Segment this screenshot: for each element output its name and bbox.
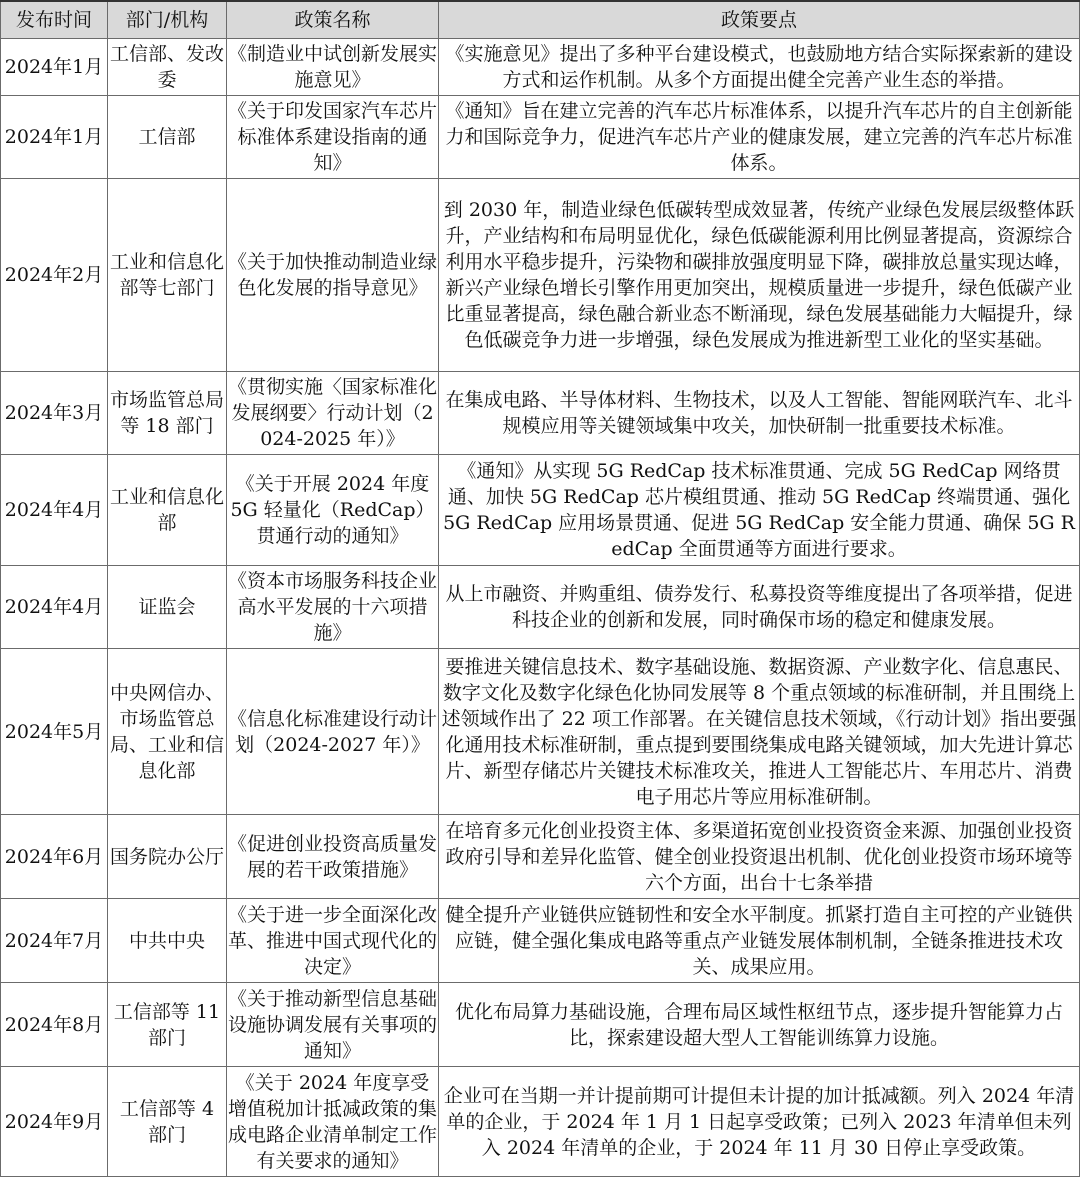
cell-policy-name: 《关于进一步全面深化改革、推进中国式现代化的决定》 — [227, 899, 439, 983]
cell-date: 2024年1月 — [1, 96, 108, 179]
cell-department: 证监会 — [108, 566, 227, 649]
cell-policy-points: 在集成电路、半导体材料、生物技术，以及人工智能、智能网联汽车、北斗规模应用等关键领域集中攻关，加快研制一批重要技术标准。 — [439, 372, 1080, 455]
table-row — [1, 649, 1080, 815]
cell-policy-name: 《信息化标准建设行动计划（2024-2027 年）》 — [227, 649, 439, 815]
cell-department: 工信部 — [108, 96, 227, 179]
cell-department: 工信部、发改委 — [108, 39, 227, 96]
cell-date: 2024年6月 — [1, 815, 108, 899]
cell-department: 工信部等 4 部门 — [108, 1067, 227, 1177]
cell-policy-name: 《关于推动新型信息基础设施协调发展有关事项的通知》 — [227, 983, 439, 1067]
cell-date: 2024年7月 — [1, 899, 108, 983]
cell-policy-points: 企业可在当期一并计提前期可计提但未计提的加计抵减额。列入 2024 年清单的企业，于 2024 年 1 月 1 日起享受政策；已列入 2023 年清单但未列入 2024 年清单的企业，于 2024 年 11 月 30 日停止享受政策。 — [439, 1067, 1080, 1177]
cell-policy-points: 《通知》从实现 5G RedCap 技术标准贯通、完成 5G RedCap 网络贯通、加快 5G RedCap 芯片模组贯通、推动 5G RedCap 终端贯通、强化 5G RedCap 应用场景贯通、促进 5G RedCap 安全能力贯通、确保 5G RedCap 全面贯通等方面进行要求。 — [439, 455, 1080, 566]
cell-date: 2024年3月 — [1, 372, 108, 455]
cell-date: 2024年4月 — [1, 455, 108, 566]
table-row — [1, 815, 1080, 899]
cell-policy-points: 优化布局算力基础设施，合理布局区域性枢纽节点，逐步提升智能算力占比，探索建设超大型人工智能训练算力设施。 — [439, 983, 1080, 1067]
cell-policy-name: 《资本市场服务科技企业高水平发展的十六项措施》 — [227, 566, 439, 649]
cell-policy-points: 要推进关键信息技术、数字基础设施、数据资源、产业数字化、信息惠民、数字文化及数字化绿色化协同发展等 8 个重点领域的标准研制，并且围绕上述领域作出了 22 项工作部署。在关键信息技术领域，《行动计划》指出要强化通用技术标准研制，重点提到要围绕集成电路关键领域，加大先进计算芯片、新型存储芯片关键技术标准攻关，推进人工智能芯片、车用芯片、消费电子用芯片等应用标准研制。 — [439, 649, 1080, 815]
table-header-row — [1, 1, 1080, 39]
cell-policy-points: 在培育多元化创业投资主体、多渠道拓宽创业投资资金来源、加强创业投资政府引导和差异化监管、健全创业投资退出机制、优化创业投资市场环境等六个方面，出台十七条举措 — [439, 815, 1080, 899]
table-row — [1, 1067, 1080, 1177]
table-row — [1, 566, 1080, 649]
cell-policy-points: 健全提升产业链供应链韧性和安全水平制度。抓紧打造自主可控的产业链供应链，健全强化集成电路等重点产业链发展体制机制，全链条推进技术攻关、成果应用。 — [439, 899, 1080, 983]
cell-department: 国务院办公厅 — [108, 815, 227, 899]
header-department: 部门/机构 — [108, 1, 227, 39]
cell-date: 2024年4月 — [1, 566, 108, 649]
table-row — [1, 983, 1080, 1067]
header-date: 发布时间 — [1, 1, 108, 39]
cell-policy-points: 到 2030 年，制造业绿色低碳转型成效显著，传统产业绿色发展层级整体跃升，产业结构和布局明显优化，绿色低碳能源利用比例显著提高，资源综合利用水平稳步提升，污染物和碳排放强度明显下降，碳排放总量实现达峰，新兴产业绿色增长引擎作用更加突出，规模质量进一步提升，绿色低碳产业比重显著提高，绿色融合新业态不断涌现，绿色发展基础能力大幅提升，绿色低碳竞争力进一步增强，绿色发展成为推进新型工业化的坚实基础。 — [439, 179, 1080, 372]
cell-date: 2024年2月 — [1, 179, 108, 372]
cell-policy-name: 《关于开展 2024 年度 5G 轻量化（RedCap）贯通行动的通知》 — [227, 455, 439, 566]
cell-department: 中共中央 — [108, 899, 227, 983]
table-row — [1, 39, 1080, 96]
cell-policy-name: 《关于印发国家汽车芯片标准体系建设指南的通知》 — [227, 96, 439, 179]
table-row — [1, 455, 1080, 566]
table-row — [1, 372, 1080, 455]
cell-date: 2024年8月 — [1, 983, 108, 1067]
cell-policy-points: 《实施意见》提出了多种平台建设模式，也鼓励地方结合实际探索新的建设方式和运作机制。从多个方面提出健全完善产业生态的举措。 — [439, 39, 1080, 96]
cell-policy-points: 《通知》旨在建立完善的汽车芯片标准体系，以提升汽车芯片的自主创新能力和国际竞争力，促进汽车芯片产业的健康发展，建立完善的汽车芯片标准体系。 — [439, 96, 1080, 179]
cell-policy-name: 《关于 2024 年度享受增值税加计抵减政策的集成电路企业清单制定工作有关要求的通知》 — [227, 1067, 439, 1177]
cell-date: 2024年5月 — [1, 649, 108, 815]
cell-department: 工业和信息化部等七部门 — [108, 179, 227, 372]
cell-department: 工业和信息化部 — [108, 455, 227, 566]
cell-department: 市场监管总局等 18 部门 — [108, 372, 227, 455]
cell-policy-name: 《制造业中试创新发展实施意见》 — [227, 39, 439, 96]
cell-date: 2024年1月 — [1, 39, 108, 96]
table-row — [1, 96, 1080, 179]
cell-policy-name: 《促进创业投资高质量发展的若干政策措施》 — [227, 815, 439, 899]
header-policy-name: 政策名称 — [227, 1, 439, 39]
cell-policy-points: 从上市融资、并购重组、债券发行、私募投资等维度提出了各项举措，促进科技企业的创新和发展，同时确保市场的稳定和健康发展。 — [439, 566, 1080, 649]
table-row — [1, 179, 1080, 372]
cell-department: 中央网信办、市场监管总局、工业和信息化部 — [108, 649, 227, 815]
cell-department: 工信部等 11 部门 — [108, 983, 227, 1067]
cell-date: 2024年9月 — [1, 1067, 108, 1177]
table-row — [1, 899, 1080, 983]
cell-policy-name: 《关于加快推动制造业绿色化发展的指导意见》 — [227, 179, 439, 372]
header-policy-points: 政策要点 — [439, 1, 1080, 39]
cell-policy-name: 《贯彻实施〈国家标准化发展纲要〉行动计划（2024-2025 年）》 — [227, 372, 439, 455]
